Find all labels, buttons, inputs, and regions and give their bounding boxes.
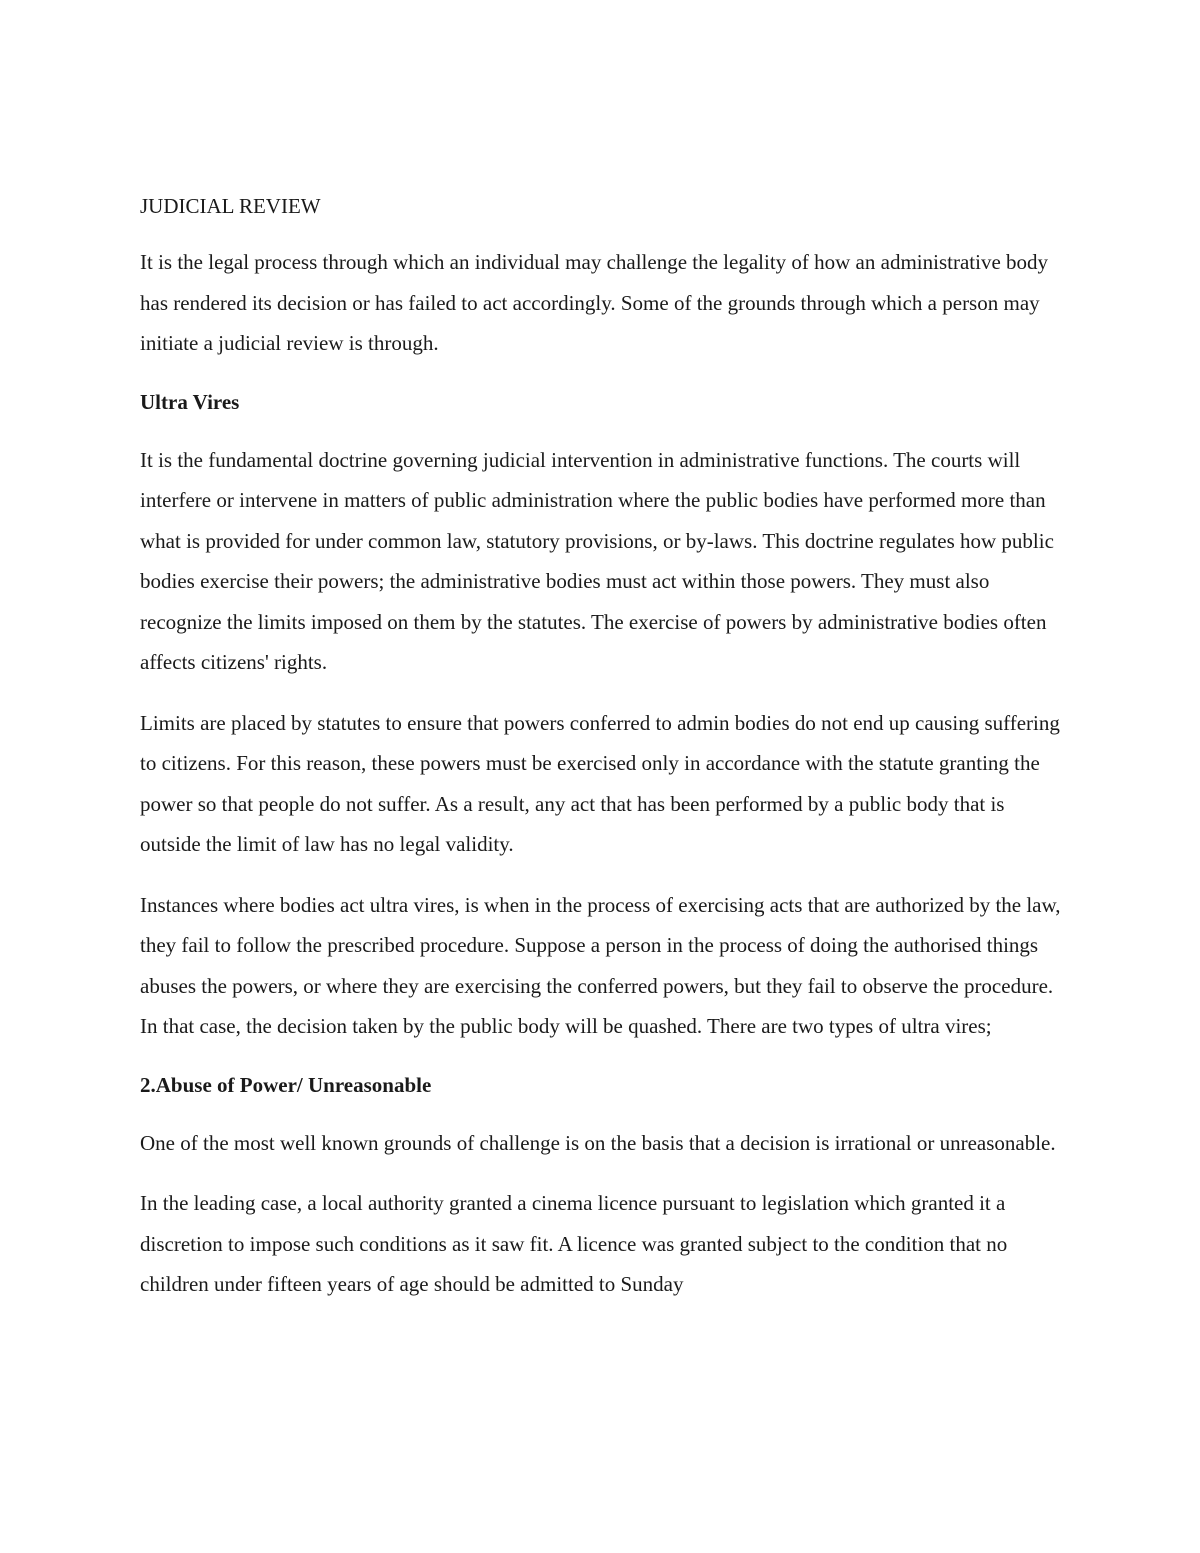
section-heading-abuse-of-power: 2.Abuse of Power/ Unreasonable — [140, 1072, 432, 1097]
section-heading-ultra-vires: Ultra Vires — [140, 389, 240, 414]
document-title: JUDICIAL REVIEW — [140, 194, 321, 218]
intro-paragraph: It is the legal process through which an individual may challenge the legality of how an administrative body has rendered its decision or has failed to act accordingly. Some of the grounds through which a person may initiate a judicial review is through. — [140, 250, 1049, 355]
paragraph: One of the most well known grounds of challenge is on the basis that a decision is irrational or unreasonable. — [140, 1130, 1056, 1155]
document-body — [140, 190, 1065, 1325]
paragraph: In the leading case, a local authority granted a cinema licence pursuant to legislation which granted it a discretion to impose such conditions as it saw fit. A licence was granted subject to the condition that no children under fifteen years of age should be admitted to Sunday — [140, 1191, 1008, 1296]
paragraph: Limits are placed by statutes to ensure that powers conferred to admin bodies do not end up causing suffering to citizens. For this reason, these powers must be exercised only in accordance with the statute granting the power so that people do not suffer. As a result, any act that has been performed by a public body that is outside the limit of law has no legal validity. — [140, 710, 1060, 856]
paragraph: It is the fundamental doctrine governing judicial intervention in administrative functions. The courts will interfere or intervene in matters of public administration where the public bodies have performed more than what is provided for under common law, statutory provisions, or by-laws. This doctrine regulates how public bodies exercise their powers; the administrative bodies must act within those powers. They must also recognize the limits imposed on them by the statutes. The exercise of powers by administrative bodies often affects citizens' rights. — [140, 447, 1054, 674]
paragraph: Instances where bodies act ultra vires, is when in the process of exercising acts that are authorized by the law, they fail to follow the prescribed procedure. Suppose a person in the process of doing the authorised things abuses the powers, or where they are exercising the conferred powers, but they fail to observe the procedure. In that case, the decision taken by the public body will be quashed. There are two types of ultra vires; — [140, 892, 1061, 1038]
